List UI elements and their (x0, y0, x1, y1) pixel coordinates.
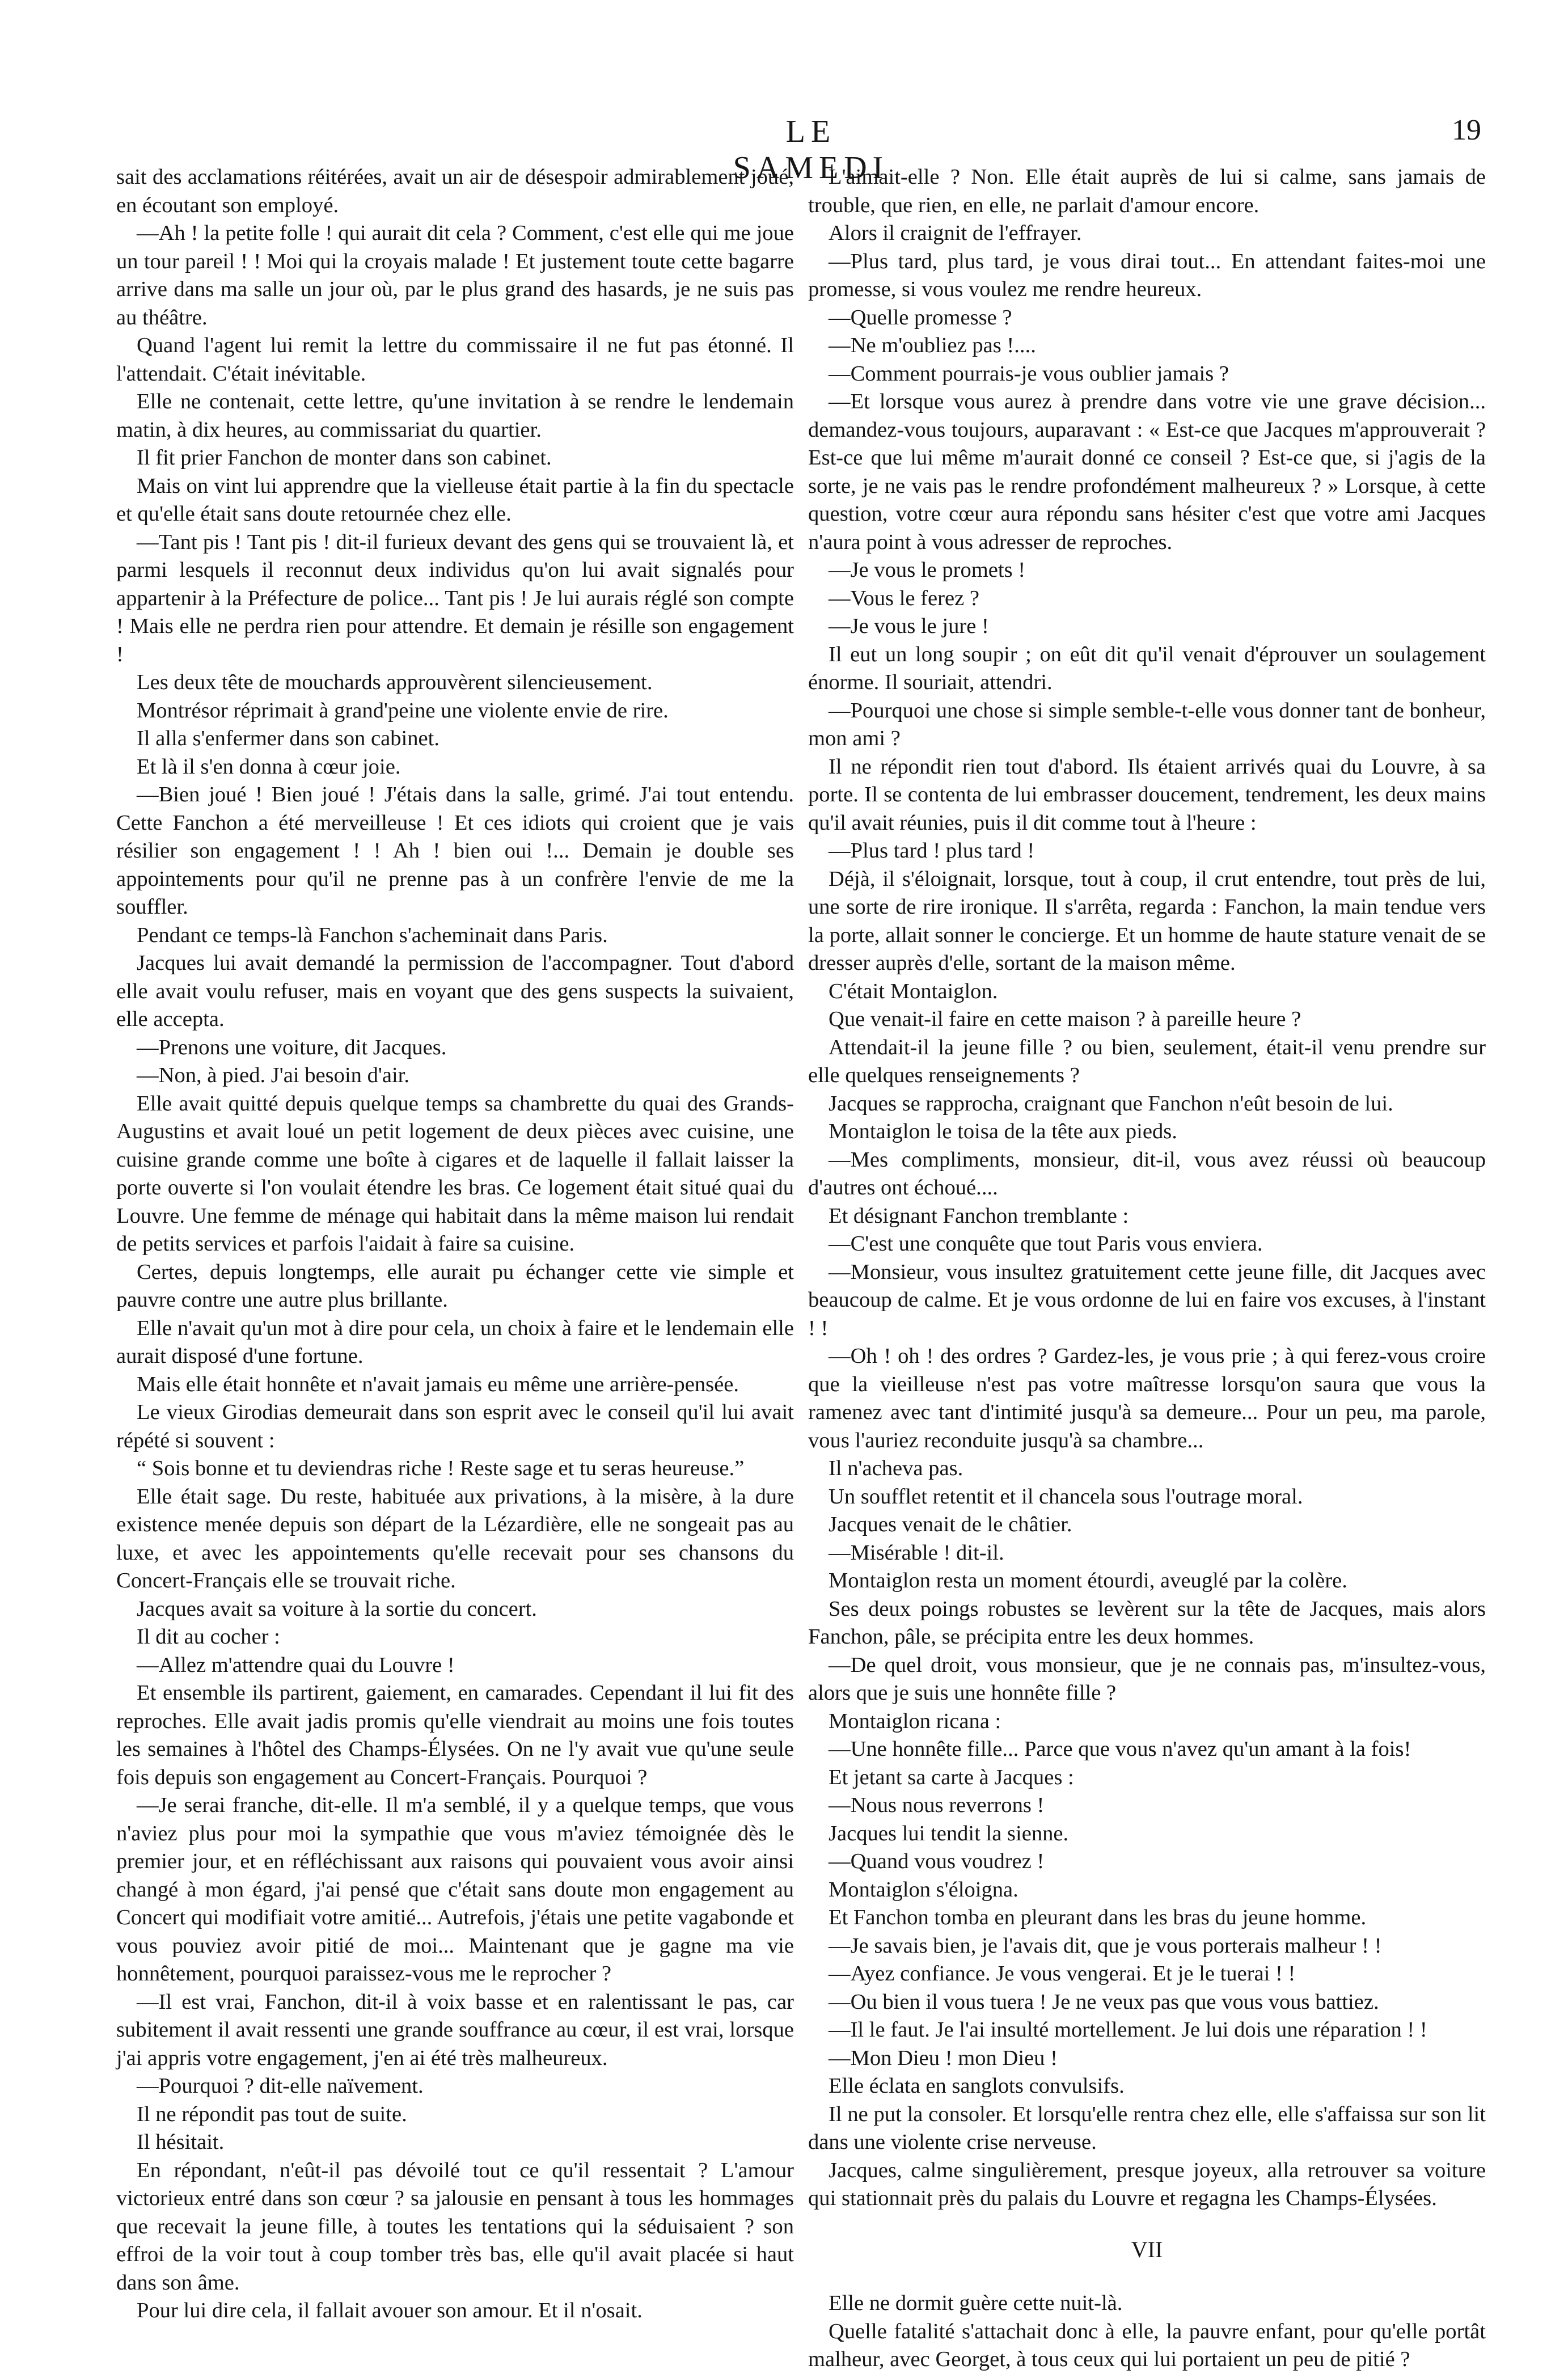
paragraph: Elle ne dormit guère cette nuit-là. (829, 2291, 1123, 2315)
running-title: LE SAMEDI (733, 114, 889, 185)
paragraph: —Plus tard ! plus tard ! (829, 839, 1035, 863)
page-number: 19 (1452, 114, 1481, 146)
paragraph: —Pourquoi une chose si simple semble-t-elle vous donner tant de bonheur, mon ami ? (808, 698, 1486, 750)
paragraph: Il ne put la consoler. Et lorsqu'elle rentra chez elle, elle s'affaissa sur son lit dans une violente crise nerveuse. (808, 2102, 1486, 2154)
paragraph: Jacques avait sa voiture à la sortie du concert. (137, 1596, 537, 1621)
paragraph: —Misérable ! dit-il. (829, 1540, 1004, 1565)
paragraph: Certes, depuis longtemps, elle aurait pu échanger cette vie simple et pauvre contre une autre plus brillante. (116, 1260, 794, 1312)
paragraph: sait des acclamations réitérées, avait un air de désespoir admirablement joué, en écoutant son employé. (116, 165, 794, 217)
paragraph: —Mon Dieu ! mon Dieu ! (829, 2046, 1058, 2070)
paragraph: Et Fanchon tomba en pleurant dans les bras du jeune homme. (829, 1906, 1367, 1929)
paragraph: Il dit au cocher : (137, 1625, 280, 1649)
paragraph: Elle éclata en sanglots convulsifs. (829, 2074, 1125, 2098)
paragraph: Il eut un long soupir ; on eût dit qu'il venait d'éprouver un soulagement énorme. Il souriait, attendri. (808, 642, 1486, 694)
paragraph: —Une honnête fille... Parce que vous n'avez qu'un amant à la fois! (829, 1737, 1411, 1761)
paragraph: Pour lui dire cela, il fallait avouer son amour. Et il n'osait. (137, 2299, 643, 2322)
paragraph: Attendait-il la jeune fille ? ou bien, seulement, était-il venu prendre sur elle quelques renseignements ? (808, 1035, 1486, 1087)
paragraph: Le vieux Girodias demeurait dans son esprit avec le conseil qu'il lui avait répété si souvent : (116, 1400, 794, 1452)
paragraph: Montaiglon resta un moment étourdi, aveuglé par la colère. (829, 1569, 1347, 1592)
paragraph: —Plus tard, plus tard, je vous dirai tout... En attendant faites-moi une promesse, si vous voulez me rendre heureux. (808, 249, 1486, 301)
paragraph: Mais elle était honnête et n'avait jamais eu même une arrière-pensée. (137, 1372, 739, 1396)
paragraph: Jacques lui avait demandé la permission de l'accompagner. Tout d'abord elle avait voulu refuser, mais en voyant que des gens suspects la suivaient, elle accepta. (116, 951, 794, 1031)
paragraph: —Et lorsque vous aurez à prendre dans votre vie une grave décision... demandez-vous toujours, auparavant : « Est-ce que Jacques m'approuverait ? Est-ce que lui même m'aurait donné ce conseil ? Est-ce que, si j'agis de la sorte, je ne vais pas le rendre profondément malheureux ? » Lorsque, à cette question, votre cœur aura répondu sans hésiter c'est que votre ami Jacques n'aura point à vous adresser de reproches. (808, 390, 1486, 554)
paragraph: Il n'acheva pas. (829, 1456, 963, 1480)
paragraph: —Quelle promesse ? (829, 305, 1012, 330)
paragraph: “ Sois bonne et tu deviendras riche ! Reste sage et tu seras heureuse.” (137, 1456, 745, 1480)
paragraph: L'aimait-elle ? Non. Elle était auprès de lui si calme, sans jamais de trouble, que rien, en elle, ne parlait d'amour encore. (808, 165, 1486, 217)
paragraph: Quand l'agent lui remit la lettre du commissaire il ne fut pas étonné. Il l'attendait. C'était inévitable. (116, 333, 794, 386)
paragraph: Jacques lui tendit la sienne. (829, 1821, 1069, 1845)
paragraph: —Nous nous reverrons ! (829, 1793, 1045, 1817)
paragraph: —De quel droit, vous monsieur, que je ne connais pas, m'insultez-vous, alors que je suis une honnête fille ? (808, 1653, 1486, 1705)
paragraph: Et là il s'en donna à cœur joie. (137, 754, 401, 779)
paragraph: Que venait-il faire en cette maison ? à pareille heure ? (829, 1007, 1301, 1031)
paragraph: —Prenons une voiture, dit Jacques. (137, 1035, 447, 1059)
paragraph: —Comment pourrais-je vous oublier jamais ? (829, 361, 1229, 386)
paragraph: —Mes compliments, monsieur, dit-il, vous avez réussi où beaucoup d'autres ont échoué.... (808, 1147, 1486, 1199)
paragraph: Montaiglon ricana : (829, 1709, 1001, 1733)
paragraph: —Je savais bien, je l'avais dit, que je vous porterais malheur ! ! (829, 1933, 1382, 1958)
paragraph: —Tant pis ! Tant pis ! dit-il furieux devant des gens qui se trouvaient là, et parmi lesquels il reconnut deux individus qu'on lui avait signalés pour appartenir à la Préfecture de police... Tant pis ! Je lui aurais réglé son compte ! Mais elle ne perdra rien pour attendre. Et demain je résille son engagement ! (116, 530, 794, 666)
paragraph: Il ne répondit rien tout d'abord. Ils étaient arrivés quai du Louvre, à sa porte. Il se contenta de lui embrasser doucement, tendrement, les deux mains qu'il avait réunies, puis il dit comme tout à l'heure : (808, 754, 1486, 835)
paragraph: —Je serai franche, dit-elle. Il m'a semblé, il y a quelque temps, que vous n'aviez plus pour moi la sympathie que vous m'aviez témoignée dès le premier jour, et en réfléchissant aux raisons qui pouvaient vous avoir ainsi changé à mon égard, j'ai pensé que c'était sans doute mon engagement au Concert qui modifiait votre amitié... Autrefois, j'étais une petite vagabonde et vous pouviez avoir pitié de moi... Maintenant que je gagne ma vie honnêtement, pourquoi paraissez-vous me le reprocher ? (116, 1793, 794, 1986)
paragraph: Jacques se rapprocha, craignant que Fanchon n'eût besoin de lui. (829, 1091, 1393, 1116)
paragraph: En répondant, n'eût-il pas dévoilé tout ce qu'il ressentait ? L'amour victorieux entré dans son cœur ? sa jalousie en pensant à tous les hommages que recevait la jeune fille, à toutes les tentations qui la séduisaient ? son effroi de la voir tout à coup tomber très bas, elle qu'il avait placée si haut dans son âme. (116, 2158, 794, 2295)
paragraph: Et jetant sa carte à Jacques : (829, 1765, 1074, 1789)
paragraph: Et désignant Fanchon tremblante : (829, 1203, 1129, 1228)
right-column-body (808, 163, 1486, 2213)
paragraph: —Vous le ferez ? (829, 586, 980, 610)
paragraph: Montaiglon le toisa de la tête aux pieds. (829, 1120, 1177, 1143)
paragraph: Jacques venait de le châtier. (829, 1513, 1072, 1536)
paragraph: Montrésor réprimait à grand'peine une violente envie de rire. (137, 698, 669, 723)
paragraph: —Ayez confiance. Je vous vengerai. Et je le tuerai ! ! (829, 1962, 1296, 1986)
paragraph: —Allez m'attendre quai du Louvre ! (137, 1653, 455, 1677)
paragraph: Elle n'avait qu'un mot à dire pour cela, un choix à faire et le lendemain elle aurait disposé d'une fortune. (116, 1316, 794, 1368)
paragraph: Il alla s'enfermer dans son cabinet. (137, 726, 439, 750)
paragraph: Ses deux poings robustes se levèrent sur la tête de Jacques, mais alors Fanchon, pâle, se précipita entre les deux hommes. (808, 1596, 1486, 1649)
paragraph: Il ne répondit pas tout de suite. (137, 2102, 407, 2126)
paragraph: —Ou bien il vous tuera ! Je ne veux pas que vous vous battiez. (829, 1989, 1379, 2014)
paragraph: —Ah ! la petite folle ! qui aurait dit cela ? Comment, c'est elle qui me joue un tour pareil ! ! Moi qui la croyais malade ! Et justement toute cette bagarre arrive dans ma salle un jour où, par le plus grand des hasards, je ne suis pas au théâtre. (116, 221, 794, 330)
paragraph: —Je vous le promets ! (829, 558, 1026, 582)
paragraph: Et ensemble ils partirent, gaiement, en camarades. Cependant il lui fit des reproches. Elle avait jadis promis qu'elle viendrait au moins une fois toutes les semaines à l'hôtel des Champs-Élysées. On ne l'y avait vue qu'une seule fois depuis son engagement au Concert-Français. Pourquoi ? (116, 1681, 794, 1789)
paragraph: —Je vous le jure ! (829, 614, 989, 638)
paragraph: Il hésitait. (137, 2130, 225, 2154)
paragraph: Elle ne contenait, cette lettre, qu'une invitation à se rendre le lendemain matin, à dix heures, au commissariat du quartier. (116, 390, 794, 442)
paragraph: Jacques, calme singulièrement, presque joyeux, alla retrouver sa voiture qui stationnait près du palais du Louvre et regagna les Champs-Élysées. (808, 2158, 1486, 2210)
paragraph: Il fit prier Fanchon de monter dans son cabinet. (137, 446, 552, 470)
paragraph: —Pourquoi ? dit-elle naïvement. (137, 2074, 424, 2098)
paragraph: —Non, à pied. J'ai besoin d'air. (137, 1063, 410, 1087)
paragraph: C'était Montaiglon. (829, 979, 998, 1003)
paragraph: Elle avait quitté depuis quelque temps sa chambrette du quai des Grands-Augustins et avait loué un petit logement de deux pièces avec cuisine, une cuisine grande comme une boîte à cigares et de laquelle il fallait laisser la porte ouverte si l'on voulait étendre les bras. Ce logement était situé quai du Louvre. Une femme de ménage qui habitait dans la même maison lui rendait de petits services et parfois l'aidait à faire sa cuisine. (116, 1091, 794, 1256)
section-numeral: VII (1131, 2236, 1163, 2262)
paragraph: Elle était sage. Du reste, habituée aux privations, à la misère, à la dure existence menée depuis son départ de la Lézardière, elle ne songeait pas au luxe, et avec les appointements qu'elle recevait pour ses chansons du Concert-Français elle se trouvait riche. (116, 1484, 794, 1592)
section-body (808, 2289, 1486, 2374)
paragraph: —Il le faut. Je l'ai insulté mortellement. Je lui dois une réparation ! ! (829, 2018, 1427, 2042)
paragraph: Déjà, il s'éloignait, lorsque, tout à coup, il crut entendre, tout près de lui, une sorte de rire ironique. Il s'arrêta, regarda : Fanchon, la main tendue vers la porte, allait sonner le concierge. Et un homme de haute stature venait de se dresser auprès d'elle, sortant de la maison même. (808, 867, 1486, 975)
paragraph: —Monsieur, vous insultez gratuitement cette jeune fille, dit Jacques avec beaucoup de calme. Et je vous ordonne de lui en faire vos excuses, à l'instant ! ! (808, 1260, 1486, 1340)
paragraph: —Il est vrai, Fanchon, dit-il à voix basse et en ralentissant le pas, car subitement il avait ressenti une grande souffrance au cœur, il est vrai, lorsque j'ai appris votre engagement, j'en ai été très malheureux. (116, 1989, 794, 2070)
page-header (0, 113, 1568, 185)
paragraph: Quelle fatalité s'attachait donc à elle, la pauvre enfant, pour qu'elle portât malheur, avec Georget, à tous ceux qui lui portaient un peu de pitié ? (808, 2319, 1486, 2371)
paragraph: Mais on vint lui apprendre que la vielleuse était partie à la fin du spectacle et qu'elle était sans doute retournée chez elle. (116, 474, 794, 526)
left-text-column (116, 163, 794, 2322)
paragraph: —C'est une conquête que tout Paris vous enviera. (829, 1232, 1263, 1256)
paragraph: Les deux tête de mouchards approuvèrent silencieusement. (137, 670, 653, 694)
paragraph: —Oh ! oh ! des ordres ? Gardez-les, je vous prie ; à qui ferez-vous croire que la vieilleuse n'est pas votre maîtresse lorsqu'on saura que vous la ramenez avec tant d'intimité jusqu'à sa demeure... Pour un peu, ma parole, vous l'auriez reconduite jusqu'à sa chambre... (808, 1344, 1486, 1452)
right-text-column (808, 163, 1486, 2371)
paragraph: —Bien joué ! Bien joué ! J'étais dans la salle, grimé. J'ai tout entendu. Cette Fanchon a été merveilleuse ! Et ces idiots qui croient que je vais résilier son engagement ! ! Ah ! bien oui !... Demain je double ses appointements pour qu'il ne prenne pas à un confrère l'envie de me la souffler. (116, 783, 794, 919)
paragraph: —Ne m'oubliez pas !.... (829, 333, 1036, 357)
paragraph: —Quand vous voudrez ! (829, 1849, 1045, 1873)
paragraph: Pendant ce temps-là Fanchon s'acheminait dans Paris. (137, 923, 608, 947)
paragraph: Alors il craignit de l'effrayer. (829, 221, 1082, 245)
paragraph: Montaiglon s'éloigna. (829, 1877, 1018, 1902)
paragraph: Un soufflet retentit et il chancela sous l'outrage moral. (829, 1484, 1303, 1509)
